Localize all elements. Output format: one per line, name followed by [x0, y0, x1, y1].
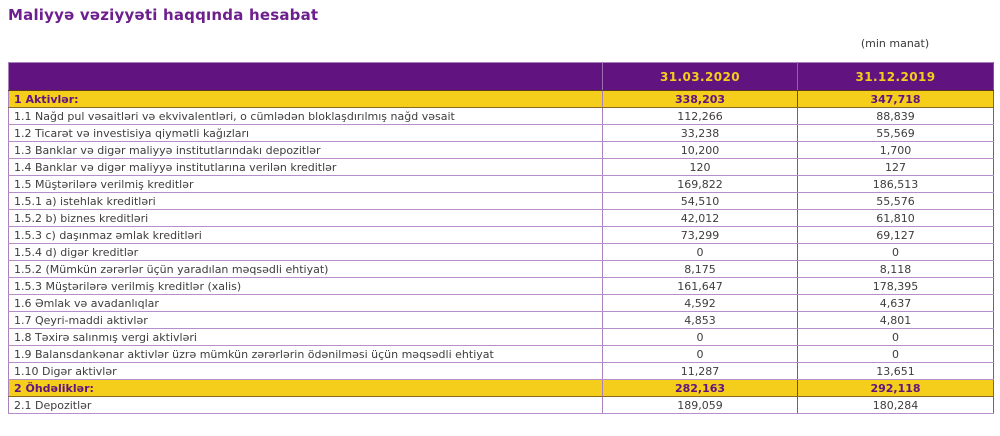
- row-value-31-12-2019: 178,395: [798, 278, 994, 295]
- row-value-31-03-2020: 338,203: [603, 91, 798, 108]
- row-label: 1.5.1 a) istehlak kreditləri: [9, 193, 603, 210]
- table-row: [9, 295, 994, 312]
- row-value-31-03-2020: 0: [603, 329, 798, 346]
- row-value-31-03-2020: 112,266: [603, 108, 798, 125]
- table-row: [9, 278, 994, 295]
- row-value-31-12-2019: 61,810: [798, 210, 994, 227]
- col-header-date-31-03-2020: 31.03.2020: [603, 63, 798, 91]
- row-value-31-12-2019: 0: [798, 244, 994, 261]
- row-value-31-12-2019: 1,700: [798, 142, 994, 159]
- section-row: [9, 91, 994, 108]
- row-value-31-03-2020: 8,175: [603, 261, 798, 278]
- table-row: [9, 193, 994, 210]
- row-label: 1 Aktivlər:: [9, 91, 603, 108]
- financial-position-table: [8, 62, 994, 414]
- row-label: 1.5.3 c) daşınmaz əmlak kreditləri: [9, 227, 603, 244]
- row-value-31-12-2019: 347,718: [798, 91, 994, 108]
- row-value-31-03-2020: 33,238: [603, 125, 798, 142]
- row-value-31-12-2019: 88,839: [798, 108, 994, 125]
- row-value-31-12-2019: 4,801: [798, 312, 994, 329]
- row-label: 1.6 Əmlak və avadanlıqlar: [9, 295, 603, 312]
- row-label: 1.5.2 (Mümkün zərərlər üçün yaradılan məqsədli ehtiyat): [9, 261, 603, 278]
- unit-note: (min manat): [860, 37, 930, 50]
- table-row: [9, 176, 994, 193]
- table-row: [9, 108, 994, 125]
- row-label: 1.9 Balansdankənar aktivlər üzrə mümkün zərərlərin ödənilməsi üçün məqsədli ehtiyat: [9, 346, 603, 363]
- table-row: [9, 312, 994, 329]
- table-row: [9, 397, 994, 414]
- row-value-31-03-2020: 4,592: [603, 295, 798, 312]
- row-value-31-03-2020: 282,163: [603, 380, 798, 397]
- row-value-31-12-2019: 127: [798, 159, 994, 176]
- row-value-31-03-2020: 73,299: [603, 227, 798, 244]
- row-value-31-12-2019: 4,637: [798, 295, 994, 312]
- row-label: 1.8 Təxirə salınmış vergi aktivləri: [9, 329, 603, 346]
- row-label: 2 Öhdəliklər:: [9, 380, 603, 397]
- row-label: 1.2 Ticarət və investisiya qiymətli kağızları: [9, 125, 603, 142]
- row-value-31-03-2020: 42,012: [603, 210, 798, 227]
- row-value-31-03-2020: 0: [603, 346, 798, 363]
- table-header-row: [9, 63, 994, 91]
- row-value-31-12-2019: 0: [798, 346, 994, 363]
- col-header-description: [9, 63, 603, 91]
- row-label: 1.1 Nağd pul vəsaitləri və ekvivalentləri, o cümlədən bloklaşdırılmış nağd vəsait: [9, 108, 603, 125]
- row-label: 1.4 Banklar və digər maliyyə institutlarına verilən kreditlər: [9, 159, 603, 176]
- table-row: [9, 261, 994, 278]
- row-value-31-12-2019: 186,513: [798, 176, 994, 193]
- table-row: [9, 244, 994, 261]
- row-label: 1.10 Digər aktivlər: [9, 363, 603, 380]
- table-row: [9, 142, 994, 159]
- col-header-date-31-12-2019: 31.12.2019: [798, 63, 994, 91]
- row-label: 1.5.4 d) digər kreditlər: [9, 244, 603, 261]
- row-value-31-12-2019: 0: [798, 329, 994, 346]
- table-row: [9, 363, 994, 380]
- row-value-31-03-2020: 10,200: [603, 142, 798, 159]
- row-label: 1.3 Banklar və digər maliyyə institutlarındakı depozitlər: [9, 142, 603, 159]
- row-value-31-03-2020: 120: [603, 159, 798, 176]
- table-row: [9, 346, 994, 363]
- row-value-31-03-2020: 4,853: [603, 312, 798, 329]
- table-row: [9, 125, 994, 142]
- table-row: [9, 159, 994, 176]
- row-label: 1.7 Qeyri-maddi aktivlər: [9, 312, 603, 329]
- table-row: [9, 329, 994, 346]
- row-value-31-03-2020: 0: [603, 244, 798, 261]
- row-label: 1.5.2 b) biznes kreditləri: [9, 210, 603, 227]
- row-value-31-03-2020: 161,647: [603, 278, 798, 295]
- section-row: [9, 380, 994, 397]
- row-value-31-12-2019: 8,118: [798, 261, 994, 278]
- row-value-31-03-2020: 189,059: [603, 397, 798, 414]
- row-value-31-12-2019: 55,576: [798, 193, 994, 210]
- table-body: [9, 91, 994, 414]
- row-value-31-12-2019: 180,284: [798, 397, 994, 414]
- row-value-31-03-2020: 54,510: [603, 193, 798, 210]
- page-title: Maliyyə vəziyyəti haqqında hesabat: [8, 6, 319, 24]
- table-row: [9, 227, 994, 244]
- row-value-31-12-2019: 55,569: [798, 125, 994, 142]
- table-row: [9, 210, 994, 227]
- row-value-31-12-2019: 13,651: [798, 363, 994, 380]
- row-label: 2.1 Depozitlər: [9, 397, 603, 414]
- row-value-31-12-2019: 292,118: [798, 380, 994, 397]
- row-value-31-12-2019: 69,127: [798, 227, 994, 244]
- row-value-31-03-2020: 169,822: [603, 176, 798, 193]
- row-label: 1.5.3 Müştərilərə verilmiş kreditlər (xalis): [9, 278, 603, 295]
- row-value-31-03-2020: 11,287: [603, 363, 798, 380]
- row-label: 1.5 Müştərilərə verilmiş kreditlər: [9, 176, 603, 193]
